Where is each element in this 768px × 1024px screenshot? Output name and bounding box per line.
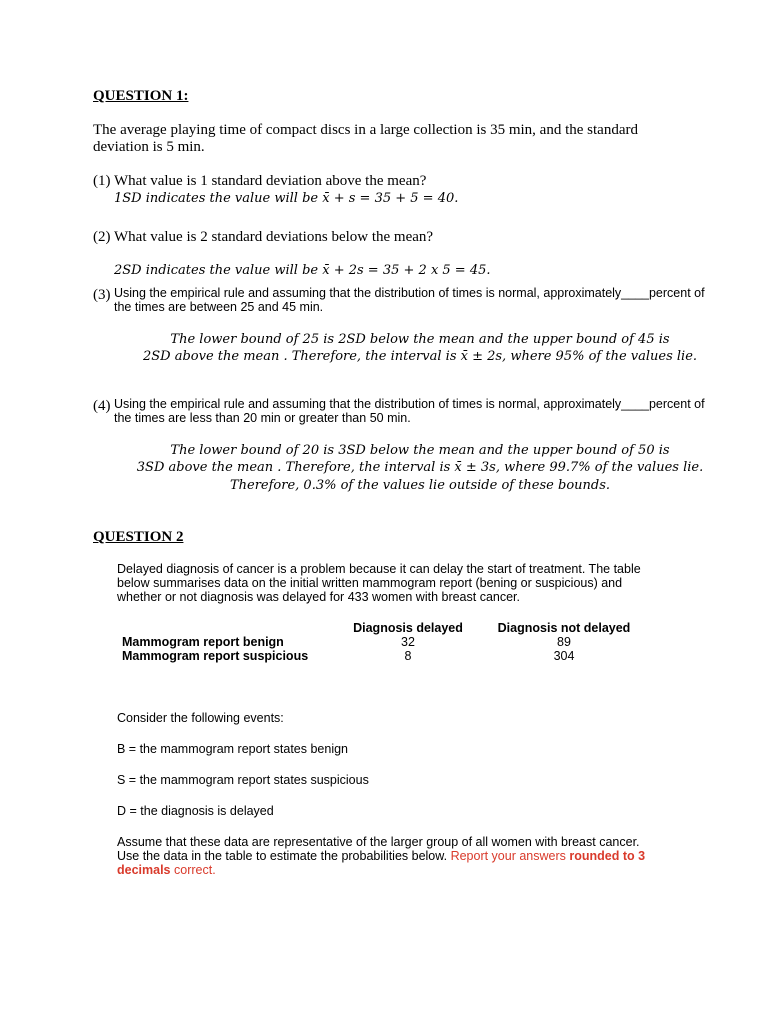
question-2-intro-line-1: Delayed diagnosis of cancer is a problem because it can delay the start of treatment. The table xyxy=(117,562,641,576)
column-header-not-delayed: Diagnosis not delayed xyxy=(497,621,631,635)
part-3-question-line-1: Using the empirical rule and assuming that the distribution of times is normal, approximately____percent of xyxy=(114,286,705,300)
row-label-suspicious: Mammogram report suspicious xyxy=(122,649,309,663)
part-3-answer-line-1: The lower bound of 25 is 2SD below the mean and the upper bound of 45 is xyxy=(170,332,670,347)
cell-suspicious-not-delayed: 304 xyxy=(553,649,575,663)
part-3-question-line-2: the times are between 25 and 45 min. xyxy=(114,300,324,314)
table-row xyxy=(122,649,634,663)
event-b: B = the mammogram report states benign xyxy=(117,742,349,756)
table-corner-cell xyxy=(122,621,322,635)
part-4-answer-line-3: Therefore, 0.3% of the values lie outside of these bounds. xyxy=(229,478,611,493)
part-2-answer: 2SD indicates the value will be x̄ + 2s = 35 + 2 x 5 = 45. xyxy=(114,263,491,278)
table-row xyxy=(122,635,634,649)
question-1-heading: QUESTION 1: xyxy=(93,88,189,104)
assumption-line-3 xyxy=(117,863,216,877)
part-4-number: (4) xyxy=(93,398,111,414)
assumption-text: Use the data in the table to estimate the probabilities below. xyxy=(117,849,448,863)
cell-benign-delayed: 32 xyxy=(401,635,415,649)
event-s: S = the mammogram report states suspicious xyxy=(117,773,369,787)
cell-benign-not-delayed: 89 xyxy=(557,635,571,649)
instruction-red-text: Report your answers xyxy=(450,849,566,863)
part-2-number: (2) xyxy=(93,229,111,245)
part-3-number: (3) xyxy=(93,287,111,303)
instruction-bold-text: rounded to 3 xyxy=(569,849,646,863)
cell-suspicious-delayed: 8 xyxy=(404,649,412,663)
part-1-number: (1) xyxy=(93,173,111,189)
part-4-answer-line-1: The lower bound of 20 is 3SD below the mean and the upper bound of 50 is xyxy=(170,443,670,458)
assumption-line-1: Assume that these data are representative of the larger group of all women with breast cancer. xyxy=(117,835,640,849)
part-4-answer-line-2: 3SD above the mean . Therefore, the interval is x̄ ± 3s, where 99.7% of the values lie. xyxy=(136,460,704,475)
part-1-question: What value is 1 standard deviation above the mean? xyxy=(114,173,427,189)
assumption-line-2 xyxy=(117,849,645,863)
event-d: D = the diagnosis is delayed xyxy=(117,804,274,818)
question-2-intro-line-3: whether or not diagnosis was delayed for 433 women with breast cancer. xyxy=(117,590,521,604)
part-2-question: What value is 2 standard deviations below the mean? xyxy=(114,229,434,245)
column-header-delayed: Diagnosis delayed xyxy=(353,621,463,635)
part-4-question-line-2: the times are less than 20 min or greater than 50 min. xyxy=(114,411,411,425)
part-1-answer: 1SD indicates the value will be x̄ + s = 35 + 5 = 40. xyxy=(114,191,459,206)
mammogram-table xyxy=(122,621,634,663)
question-1-intro: The average playing time of compact discs in a large collection is 35 min, and the standard deviation is 5 min. xyxy=(93,122,638,155)
table-header-row xyxy=(122,621,634,635)
instruction-red-correct: correct. xyxy=(174,863,216,877)
part-4-question-line-1: Using the empirical rule and assuming that the distribution of times is normal, approximately____percent of xyxy=(114,397,705,411)
instruction-bold-decimals: decimals xyxy=(117,863,171,877)
events-intro: Consider the following events: xyxy=(117,711,284,725)
part-3-answer-line-2: 2SD above the mean . Therefore, the interval is x̄ ± 2s, where 95% of the values lie. xyxy=(142,349,698,364)
row-label-benign: Mammogram report benign xyxy=(122,635,284,649)
question-2-heading: QUESTION 2 xyxy=(93,529,184,545)
question-2-intro-line-2: below summarises data on the initial written mammogram report (bening or suspicious) and xyxy=(117,576,623,590)
